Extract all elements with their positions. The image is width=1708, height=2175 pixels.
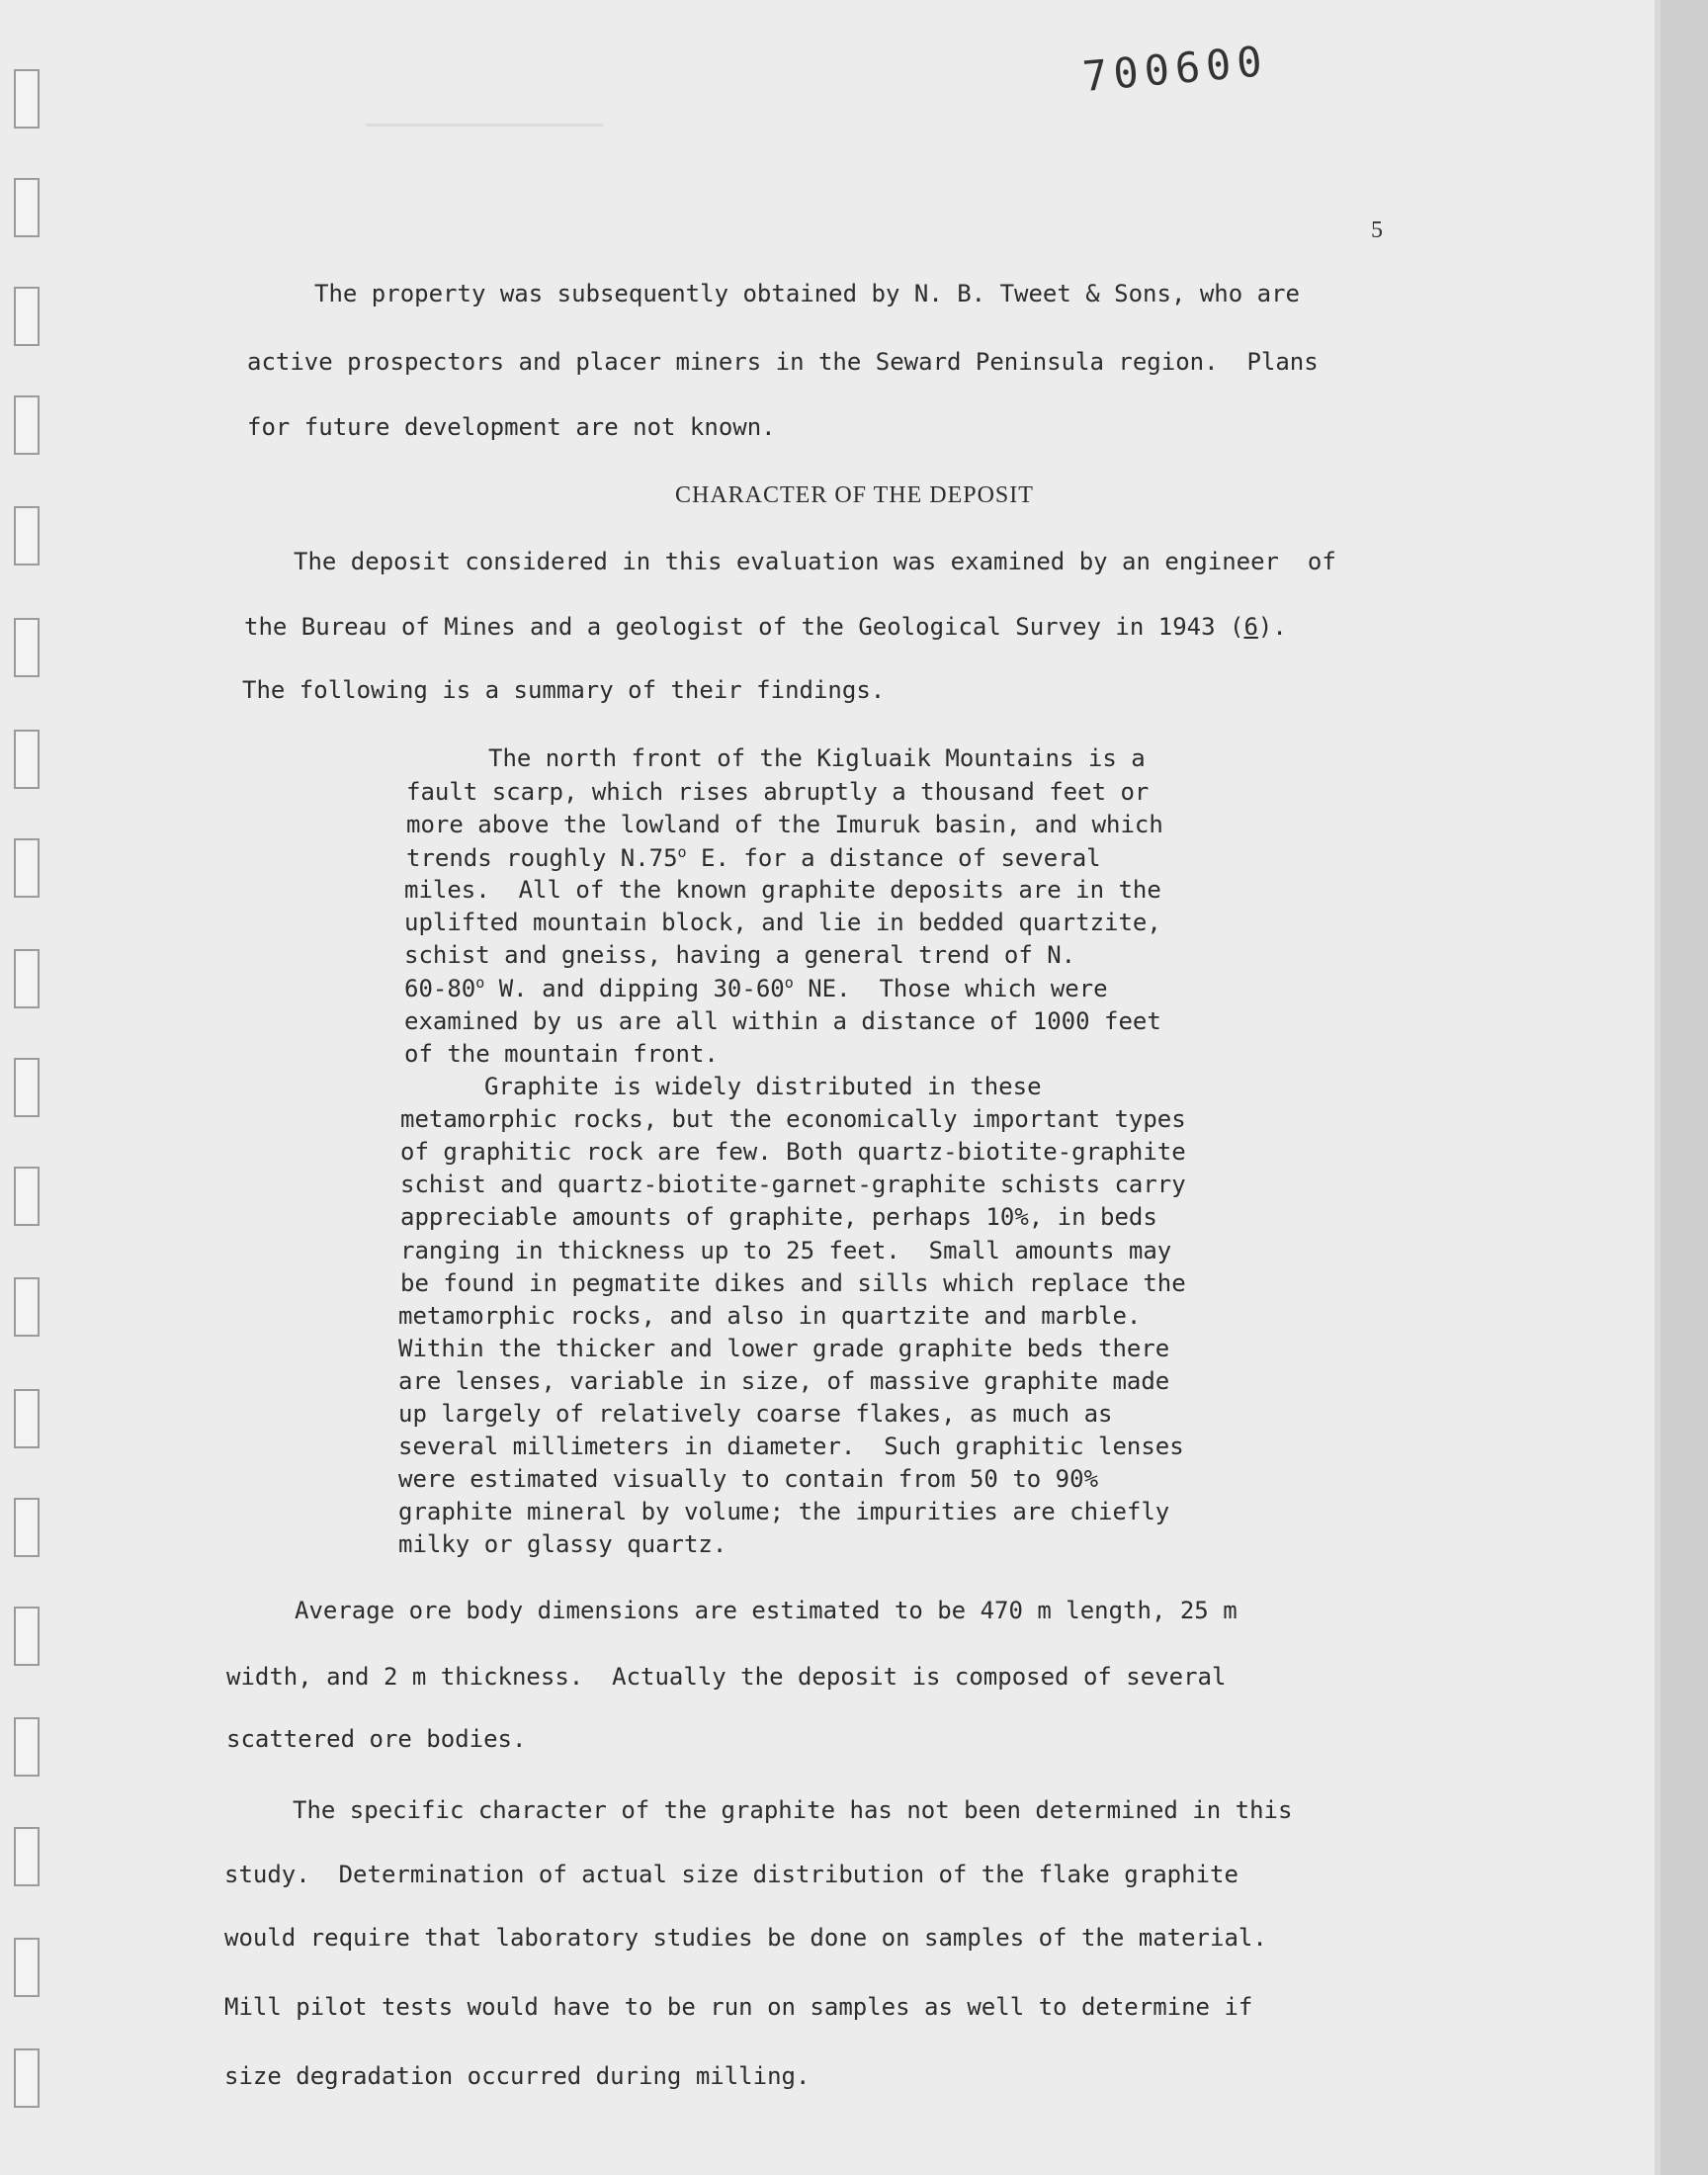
- quote-line: miles. All of the known graphite deposits are in the: [404, 876, 1161, 904]
- paragraph-line: The following is a summary of their findings.: [242, 676, 886, 704]
- quote-line: graphite mineral by volume; the impurities are chiefly: [398, 1498, 1170, 1525]
- binder-hole: [14, 1498, 40, 1557]
- binder-hole: [14, 838, 40, 898]
- paragraph-line: Average ore body dimensions are estimated to be 470 m length, 25 m: [295, 1597, 1238, 1624]
- quote-line: are lenses, variable in size, of massive graphite made: [398, 1367, 1170, 1395]
- quote-line: appreciable amounts of graphite, perhaps 10%, in beds: [400, 1203, 1157, 1231]
- reference-number: 6: [1243, 613, 1258, 641]
- bleed-through-mark: [366, 84, 603, 127]
- page-number: 5: [1371, 218, 1383, 243]
- quote-line: be found in pegmatite dikes and sills which replace the: [400, 1269, 1186, 1297]
- paragraph-line: scattered ore bodies.: [226, 1725, 527, 1753]
- quote-line: The north front of the Kigluaik Mountains is a: [488, 744, 1146, 772]
- binder-holes: [14, 0, 43, 2175]
- quote-line: Within the thicker and lower grade graphite beds there: [398, 1335, 1170, 1362]
- paragraph-line: for future development are not known.: [247, 413, 776, 441]
- binder-hole: [14, 618, 40, 677]
- quote-line: schist and quartz-biotite-garnet-graphite schists carry: [400, 1171, 1186, 1198]
- binder-hole: [14, 730, 40, 789]
- paragraph-line: active prospectors and placer miners in the Seward Peninsula region. Plans: [247, 348, 1319, 376]
- degree-mark: o: [475, 974, 485, 992]
- section-heading: CHARACTER OF THE DEPOSIT: [675, 482, 1034, 508]
- paragraph-line: study. Determination of actual size distribution of the flake graphite: [224, 1861, 1238, 1888]
- quote-line: [404, 974, 1108, 1002]
- paragraph-text: ).: [1257, 613, 1287, 641]
- document-number: 700600: [1080, 36, 1270, 102]
- quote-line: schist and gneiss, having a general trend of N.: [404, 941, 1076, 969]
- quote-line: examined by us are all within a distance of 1000 feet: [404, 1007, 1161, 1035]
- quote-line: several millimeters in diameter. Such graphitic lenses: [398, 1433, 1184, 1460]
- binder-hole: [14, 1167, 40, 1226]
- binder-hole: [14, 2048, 40, 2108]
- binder-hole: [14, 178, 40, 237]
- quote-text: E. for a distance of several: [686, 844, 1101, 872]
- quote-line: were estimated visually to contain from 50 to 90%: [398, 1465, 1099, 1493]
- quote-line: metamorphic rocks, and also in quartzite and marble.: [398, 1302, 1142, 1330]
- paragraph-line: would require that laboratory studies be done on samples of the material.: [224, 1924, 1267, 1952]
- quote-line: fault scarp, which rises abruptly a thousand feet or: [406, 778, 1150, 806]
- binder-hole: [14, 1389, 40, 1448]
- quote-line: milky or glassy quartz.: [398, 1530, 727, 1558]
- paragraph-line: The deposit considered in this evaluation was examined by an engineer of: [294, 548, 1336, 575]
- paragraph-line: size degradation occurred during milling.: [224, 2062, 811, 2090]
- quote-line: up largely of relatively coarse flakes, as much as: [398, 1400, 1113, 1428]
- binder-hole: [14, 1277, 40, 1337]
- quote-line: uplifted mountain block, and lie in bedded quartzite,: [404, 909, 1161, 936]
- binder-hole: [14, 949, 40, 1008]
- paragraph-line: The property was subsequently obtained by N. B. Tweet & Sons, who are: [314, 280, 1300, 307]
- binder-hole: [14, 1717, 40, 1777]
- paragraph-line: width, and 2 m thickness. Actually the deposit is composed of several: [226, 1663, 1227, 1691]
- degree-mark: o: [677, 843, 687, 861]
- quote-line: ranging in thickness up to 25 feet. Small amounts may: [400, 1237, 1172, 1264]
- binder-hole: [14, 69, 40, 129]
- quote-line: metamorphic rocks, but the economically important types: [400, 1105, 1186, 1133]
- quote-line: of the mountain front.: [404, 1040, 719, 1068]
- paragraph-line: Mill pilot tests would have to be run on samples as well to determine if: [224, 1993, 1253, 2021]
- paragraph-line: [244, 613, 1287, 641]
- paragraph-line: The specific character of the graphite has not been determined in this: [293, 1796, 1293, 1824]
- binder-hole: [14, 1827, 40, 1886]
- binder-hole: [14, 395, 40, 455]
- binder-hole: [14, 1607, 40, 1666]
- binder-hole: [14, 1938, 40, 1997]
- degree-mark: o: [784, 974, 794, 992]
- quote-line: [406, 843, 1101, 872]
- quote-line: of graphitic rock are few. Both quartz-biotite-graphite: [400, 1138, 1186, 1166]
- paragraph-text: the Bureau of Mines and a geologist of the Geological Survey in 1943 (: [244, 613, 1244, 641]
- quote-text: NE. Those which were: [793, 975, 1108, 1002]
- page-edge: [1655, 0, 1661, 2175]
- binder-hole: [14, 506, 40, 566]
- quote-line: Graphite is widely distributed in these: [484, 1073, 1042, 1100]
- quote-line: more above the lowland of the Imuruk basin, and which: [406, 811, 1163, 838]
- quote-text: W. and dipping 30-60: [484, 975, 785, 1002]
- quote-text: 60-80: [404, 975, 476, 1002]
- quote-text: trends roughly N.75: [406, 844, 678, 872]
- binder-hole: [14, 287, 40, 346]
- binder-hole: [14, 1058, 40, 1117]
